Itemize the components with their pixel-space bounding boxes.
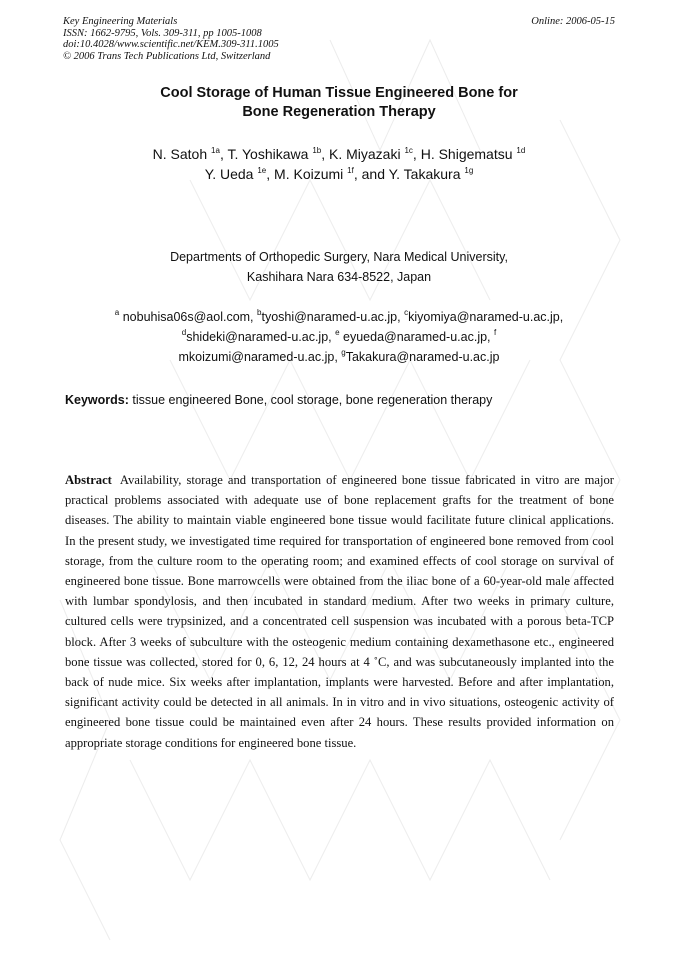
author-name: N. Satoh [152, 146, 212, 162]
keywords [65, 391, 625, 409]
author-affiliation-mark: 1d [516, 146, 526, 155]
author-separator: , [219, 146, 228, 162]
author-affiliation-mark: 1a [211, 146, 220, 155]
title-line-1: Cool Storage of Human Tissue Engineered Bone for [160, 85, 518, 101]
email-marker: e [335, 328, 340, 337]
email-line-3 [0, 347, 678, 367]
affiliation [0, 247, 678, 287]
author-separator: , [412, 146, 421, 162]
author-affiliation-mark: 1e [257, 166, 267, 175]
author-list [0, 144, 678, 184]
author-name: H. Shigematsu [420, 146, 517, 162]
email-address[interactable]: kiyomiya@naramed-u.ac.jp, [408, 310, 564, 324]
author-line-1 [0, 144, 678, 164]
email-marker: g [341, 348, 346, 357]
email-address[interactable]: tyoshi@naramed-u.ac.jp, [261, 310, 405, 324]
author-name: T. Yoshikawa [227, 146, 313, 162]
email-marker: a [114, 308, 120, 317]
author-separator: , [321, 146, 329, 162]
copyright-line: © 2006 Trans Tech Publications Ltd, Switzerland [63, 50, 271, 62]
author-separator: , [266, 166, 275, 182]
abstract [65, 470, 614, 753]
title-line-2: Bone Regeneration Therapy [242, 104, 436, 120]
email-marker: d [181, 328, 187, 337]
author-affiliation-mark: 1c [404, 146, 413, 155]
abstract-label: Abstract [65, 473, 112, 487]
email-marker: b [257, 308, 262, 317]
author-name: Y. Takakura [388, 166, 465, 182]
email-address[interactable]: Takakura@naramed-u.ac.jp [345, 350, 500, 364]
author-line-2 [0, 164, 678, 184]
keywords-label: Keywords: [65, 393, 129, 407]
issn-line: ISSN: 1662-9795, Vols. 309-311, pp 1005-1008 [63, 27, 262, 39]
email-line-1 [0, 307, 678, 327]
email-address[interactable]: mkoizumi@naramed-u.ac.jp, [178, 350, 342, 364]
paper-title [0, 84, 678, 122]
affiliation-line-1: Departments of Orthopedic Surgery, Nara Medical University, [170, 250, 508, 264]
email-marker: f [494, 328, 497, 337]
doi-line[interactable]: doi:10.4028/www.scientific.net/KEM.309-311.1005 [63, 39, 279, 50]
email-list [0, 307, 678, 367]
author-affiliation-mark: 1g [464, 166, 474, 175]
author-affiliation-mark: 1b [312, 146, 322, 155]
email-marker: c [404, 308, 409, 317]
author-affiliation-mark: 1f [347, 166, 354, 175]
abstract-text: Availability, storage and transportation of engineered bone tissue fabricated in vitro are major practical problems associated with adequate use of bone replacement grafts for the treatment of bone diseases. The ability to maintain viable engineered bone tissue would facilitate future clinical applications. In the present study, we investigated time required for transportation of engineered bone removed from cool storage, from the culture room to the operating room; and examined effects of cool storage on survival of engineered bone tissue. Bone marrowcells were obtained from the iliac bone of a 60-year-old male affected with lumbar spondylosis, and then incubated in standard medium. After two weeks in primary culture, cultured cells were trypsinized, and a concentrated cell suspension was incubated with a porous beta-TCP block. After 3 weeks of subculture with the osteogenic medium containing dexamethasone etc., engineered bone tissue was collected, stored for 0, 6, 12, 24 hours at 4 ˚C, and was subcutaneously implanted into the back of nude mice. Six weeks after implantation, implants were harvested. Before and after implantation, significant activity could be detected in all animals. In in vitro and in vivo situations, osteogenic activity of engineered bone tissue could be maintained even after 24 hours. These results provided information on appropriate storage conditions for engineered bone tissue. [65, 473, 614, 750]
journal-header [63, 16, 615, 62]
author-name: M. Koizumi [274, 166, 348, 182]
email-address[interactable]: eyueda@naramed-u.ac.jp, [339, 330, 494, 344]
online-date: Online: 2006-05-15 [531, 16, 615, 27]
email-address[interactable]: shideki@naramed-u.ac.jp, [186, 330, 336, 344]
affiliation-line-2: Kashihara Nara 634-8522, Japan [246, 270, 432, 284]
author-separator: , and [353, 166, 389, 182]
email-address[interactable]: nobuhisa06s@aol.com, [119, 310, 258, 324]
journal-name: Key Engineering Materials [63, 16, 178, 27]
email-line-2 [0, 327, 678, 347]
keywords-text: tissue engineered Bone, cool storage, bone regeneration therapy [128, 393, 493, 407]
author-name: K. Miyazaki [329, 146, 405, 162]
author-name: Y. Ueda [204, 166, 258, 182]
